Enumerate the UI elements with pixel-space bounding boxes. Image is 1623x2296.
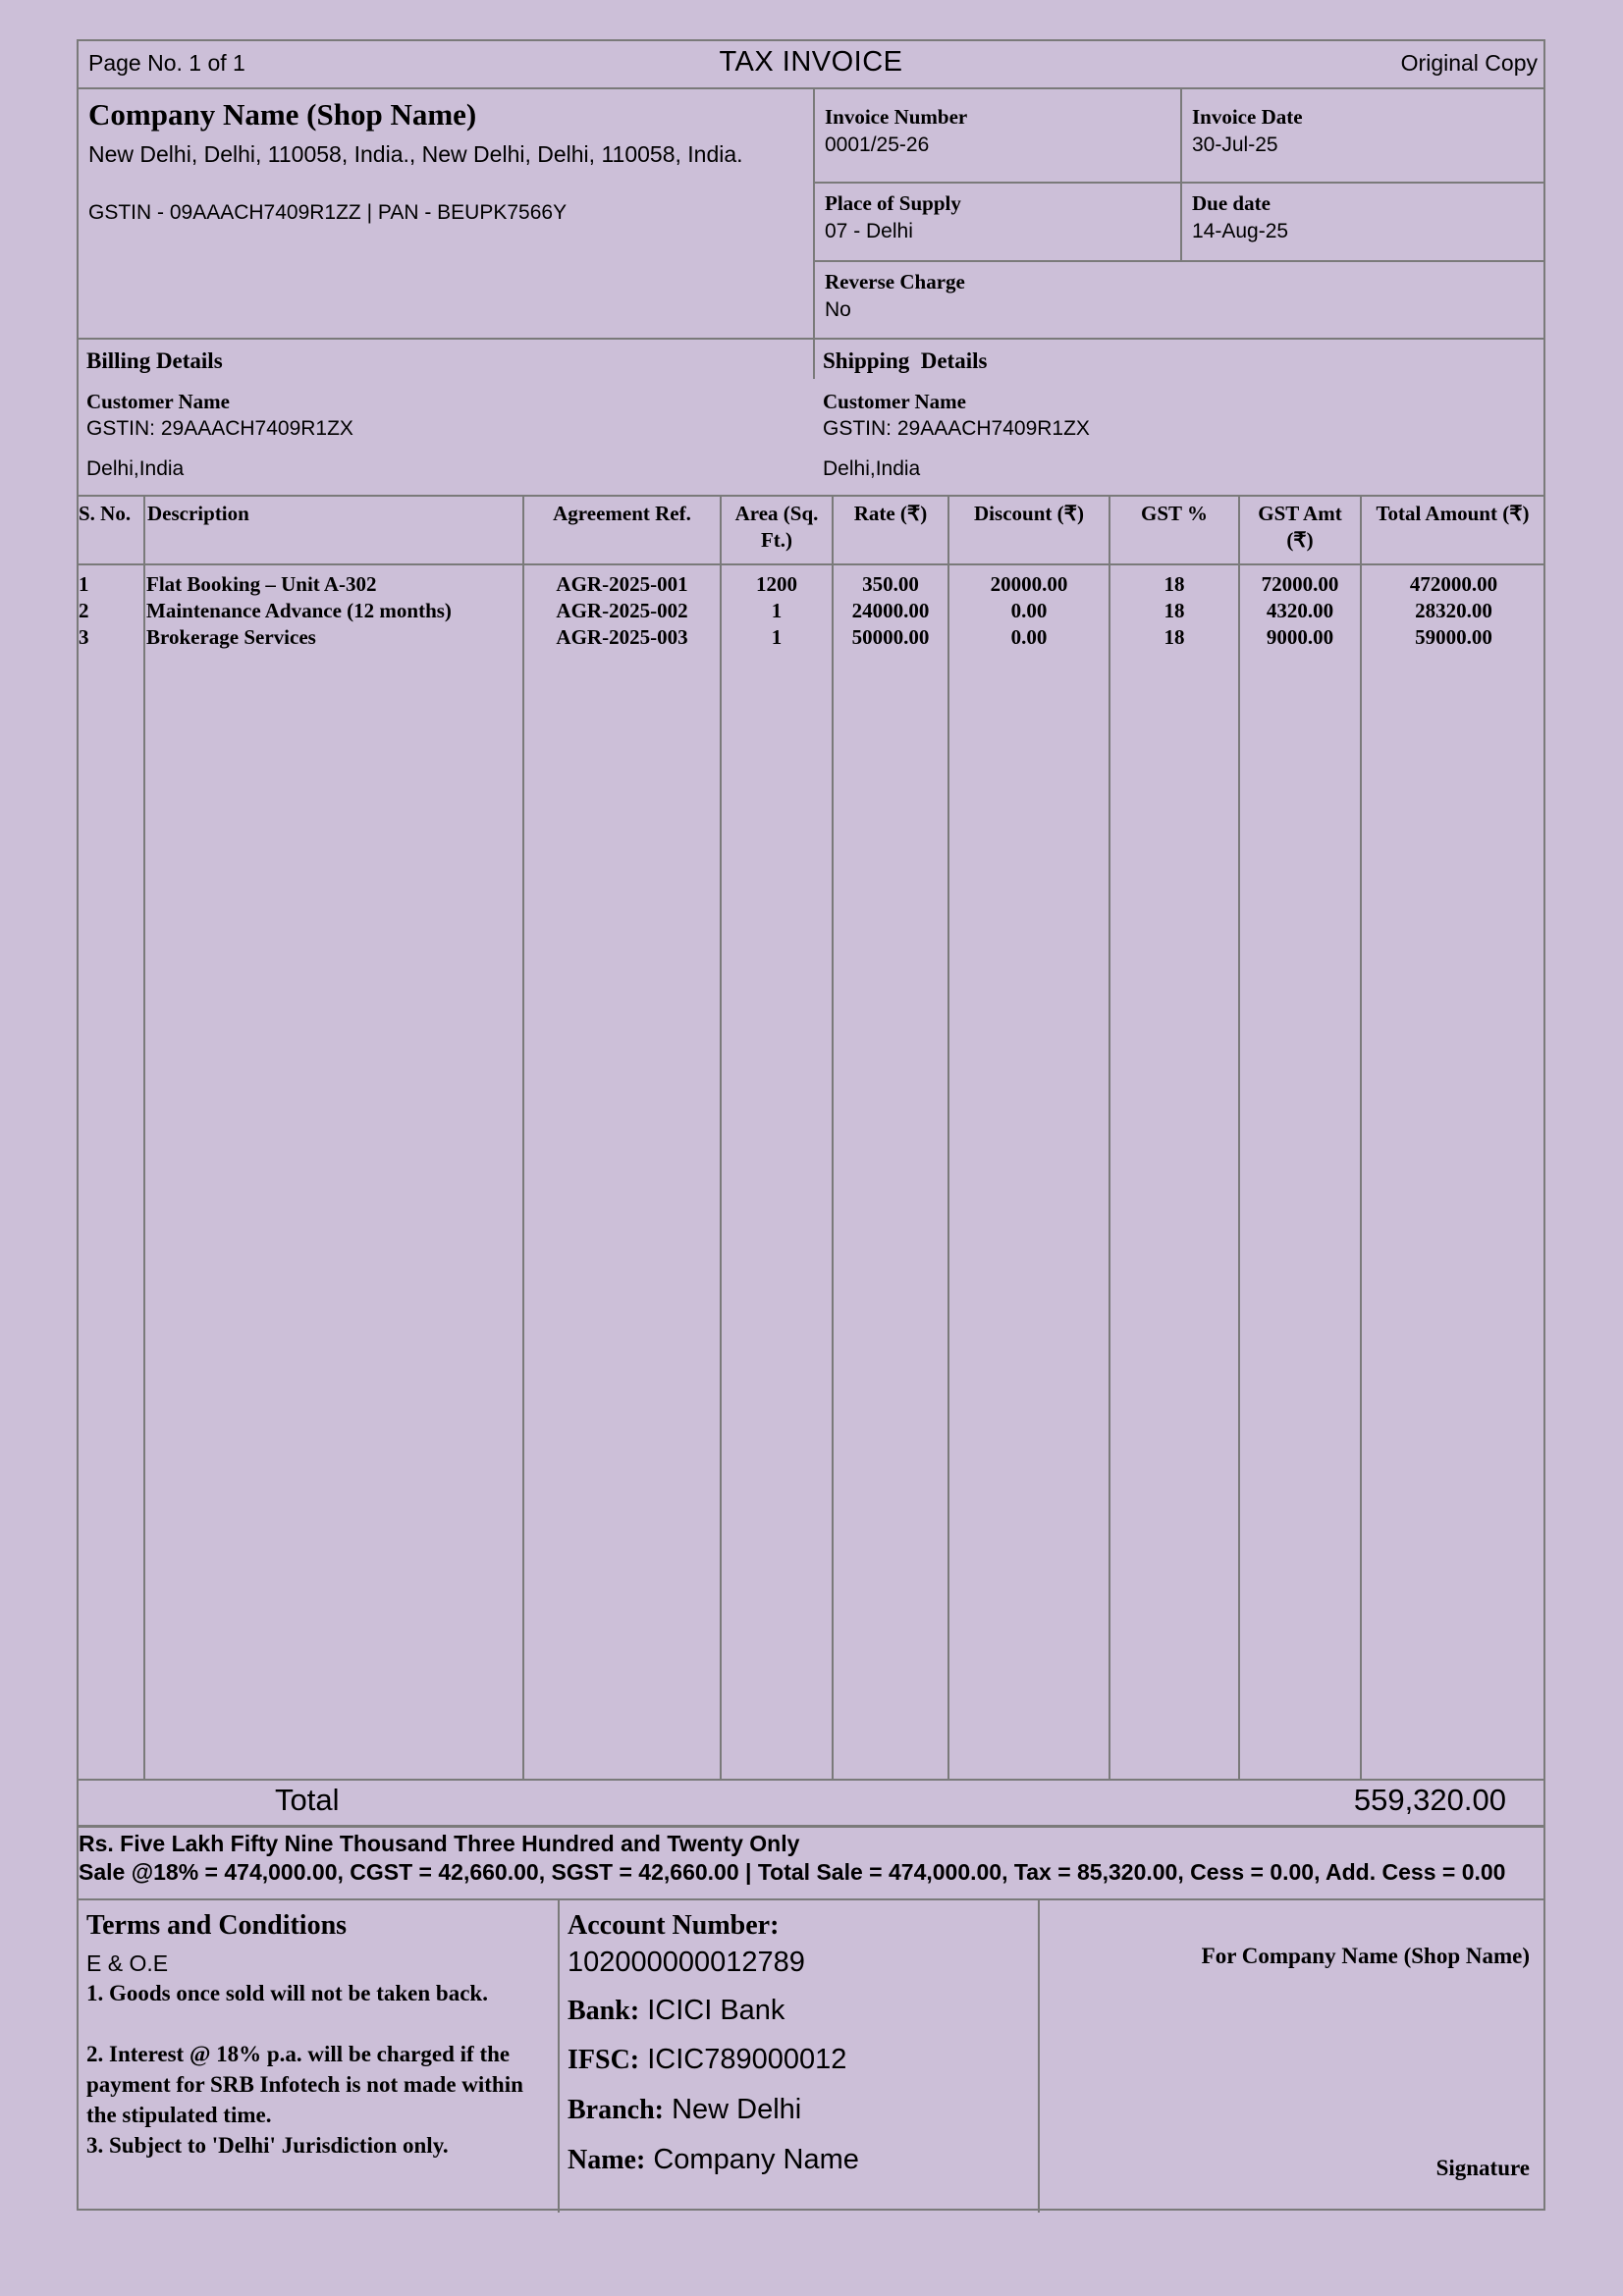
account-name-line — [568, 2144, 859, 2176]
cell-gst-percent: 18 — [1163, 625, 1185, 649]
tax-summary: Sale @18% = 474,000.00, CGST = 42,660.00, SGST = 42,660.00 | Total Sale = 474,000.00, Tax = 85,320.00, Cess = 0.00, Add. Cess = 0.00 — [79, 1859, 1506, 1885]
ifsc-code: ICIC789000012 — [647, 2044, 847, 2075]
document-title: TAX INVOICE — [719, 46, 903, 78]
col-header-rate: Rate (₹) — [853, 502, 928, 525]
bank-line — [568, 1995, 784, 2027]
cell-area: 1 — [771, 625, 783, 649]
billing-title: Billing Details — [86, 348, 223, 373]
reverse-charge: No — [825, 298, 851, 321]
invoice-document — [77, 39, 1545, 2211]
cell-discount: 0.00 — [1010, 599, 1048, 622]
amount-in-words: Rs. Five Lakh Fifty Nine Thousand Three Hundred and Twenty Only — [79, 1831, 800, 1856]
invoice-date-cell — [1182, 89, 1543, 182]
items-table — [79, 497, 1543, 1779]
company-name: Company Name (Shop Name) — [88, 97, 477, 132]
cell-rate: 50000.00 — [851, 625, 930, 649]
terms-eoe: E & O.E — [86, 1950, 169, 1976]
terms-title: Terms and Conditions — [86, 1910, 348, 1941]
branch-name: New Delhi — [672, 2094, 802, 2125]
col-header-gst-percent: GST % — [1141, 502, 1208, 525]
cell-gst-amt: 4320.00 — [1266, 599, 1334, 622]
bank-name: ICICI Bank — [647, 1995, 785, 2026]
cell-description: Flat Booking – Unit A-302 — [146, 572, 377, 596]
cell-rate: 350.00 — [862, 572, 919, 596]
cell-rate: 24000.00 — [851, 599, 930, 622]
shipping-details — [815, 340, 1543, 495]
place-of-supply-cell — [815, 184, 1182, 260]
cell-area: 1 — [771, 599, 783, 622]
account-name-label: Name: — [568, 2145, 646, 2175]
reverse-charge-cell — [815, 262, 1543, 339]
billing-customer-label: Customer Name — [86, 390, 230, 413]
cell-discount: 0.00 — [1010, 625, 1048, 649]
terms-item-2: 2. Interest @ 18% p.a. will be charged if the payment for SRB Infotech is not made within the stipulated time. — [86, 2042, 523, 2127]
cell-total-amount: 59000.00 — [1415, 625, 1492, 649]
cell-description: Brokerage Services — [146, 625, 316, 649]
total-amount: 559,320.00 — [1353, 1783, 1506, 1817]
terms-item-3: 3. Subject to 'Delhi' Jurisdiction only. — [86, 2133, 449, 2158]
cell-gst-percent: 18 — [1163, 572, 1185, 596]
billing-gstin: GSTIN: 29AAACH7409R1ZX — [86, 417, 353, 440]
branch-label: Branch: — [568, 2095, 664, 2125]
ifsc-line — [568, 2044, 846, 2076]
due-date-cell — [1182, 184, 1543, 260]
billing-address: Delhi,India — [86, 457, 185, 480]
col-header-area: Area (Sq. Ft.) — [734, 502, 819, 552]
place-of-supply: 07 - Delhi — [825, 220, 913, 242]
shipping-customer-label: Customer Name — [823, 390, 966, 413]
col-header-gst-amt: GST Amt (₹) — [1258, 502, 1342, 552]
shipping-gstin: GSTIN: 29AAACH7409R1ZX — [823, 417, 1090, 440]
col-header-discount: Discount (₹) — [974, 502, 1084, 525]
for-company: For Company Name (Shop Name) — [1201, 1944, 1530, 1968]
copy-type: Original Copy — [1400, 50, 1538, 76]
cell-sno: 1 — [79, 572, 89, 596]
terms-block — [79, 1900, 558, 2211]
account-number: 102000000012789 — [568, 1947, 805, 1978]
company-block — [79, 89, 813, 339]
invoice-number-cell — [815, 89, 1182, 182]
due-date: 14-Aug-25 — [1192, 220, 1289, 242]
cell-agreement-ref: AGR-2025-002 — [556, 599, 688, 622]
col-header-description: Description — [147, 502, 249, 525]
company-address: New Delhi, Delhi, 110058, India., New Delhi, Delhi, 110058, India. — [88, 141, 743, 167]
bank-block — [560, 1900, 1037, 2211]
cell-description: Maintenance Advance (12 months) — [146, 599, 452, 622]
col-header-total-amount: Total Amount (₹) — [1376, 502, 1530, 525]
total-label: Total — [275, 1783, 340, 1817]
cell-gst-percent: 18 — [1163, 599, 1185, 622]
cell-agreement-ref: AGR-2025-001 — [556, 572, 688, 596]
invoice-date: 30-Jul-25 — [1192, 133, 1278, 156]
cell-gst-amt: 72000.00 — [1261, 572, 1339, 596]
col-header-agreement-ref: Agreement Ref. — [553, 502, 691, 525]
col-header-sno: S. No. — [79, 502, 132, 525]
place-of-supply-label: Place of Supply — [825, 191, 961, 215]
total-row — [79, 1781, 1543, 1824]
cell-sno: 3 — [79, 625, 89, 649]
account-number-label: Account Number: — [568, 1910, 780, 1941]
cell-gst-amt: 9000.00 — [1266, 625, 1334, 649]
shipping-title: Shipping Details — [823, 348, 988, 373]
signature-block — [1040, 1900, 1543, 2211]
due-date-label: Due date — [1192, 191, 1271, 215]
cell-total-amount: 28320.00 — [1415, 599, 1492, 622]
page-number: Page No. 1 of 1 — [88, 50, 245, 76]
signature-label: Signature — [1435, 2156, 1530, 2180]
company-gstin-pan: GSTIN - 09AAACH7409R1ZZ | PAN - BEUPK7566Y — [88, 201, 568, 224]
cell-total-amount: 472000.00 — [1409, 572, 1498, 596]
invoice-header — [79, 41, 1543, 88]
cell-sno: 2 — [79, 599, 89, 622]
reverse-charge-label: Reverse Charge — [825, 270, 965, 294]
invoice-date-label: Invoice Date — [1192, 105, 1303, 129]
branch-line — [568, 2094, 801, 2126]
invoice-number: 0001/25-26 — [825, 133, 930, 156]
account-name: Company Name — [653, 2144, 859, 2175]
invoice-number-label: Invoice Number — [825, 105, 968, 129]
cell-discount: 20000.00 — [990, 572, 1068, 596]
ifsc-label: IFSC: — [568, 2045, 640, 2075]
terms-item-1: 1. Goods once sold will not be taken back. — [86, 1981, 488, 2005]
invoice-meta — [815, 89, 1543, 339]
billing-details — [79, 340, 813, 495]
cell-area: 1200 — [756, 572, 797, 596]
cell-agreement-ref: AGR-2025-003 — [556, 625, 688, 649]
shipping-address: Delhi,India — [823, 457, 921, 480]
bank-label: Bank: — [568, 1996, 640, 2026]
